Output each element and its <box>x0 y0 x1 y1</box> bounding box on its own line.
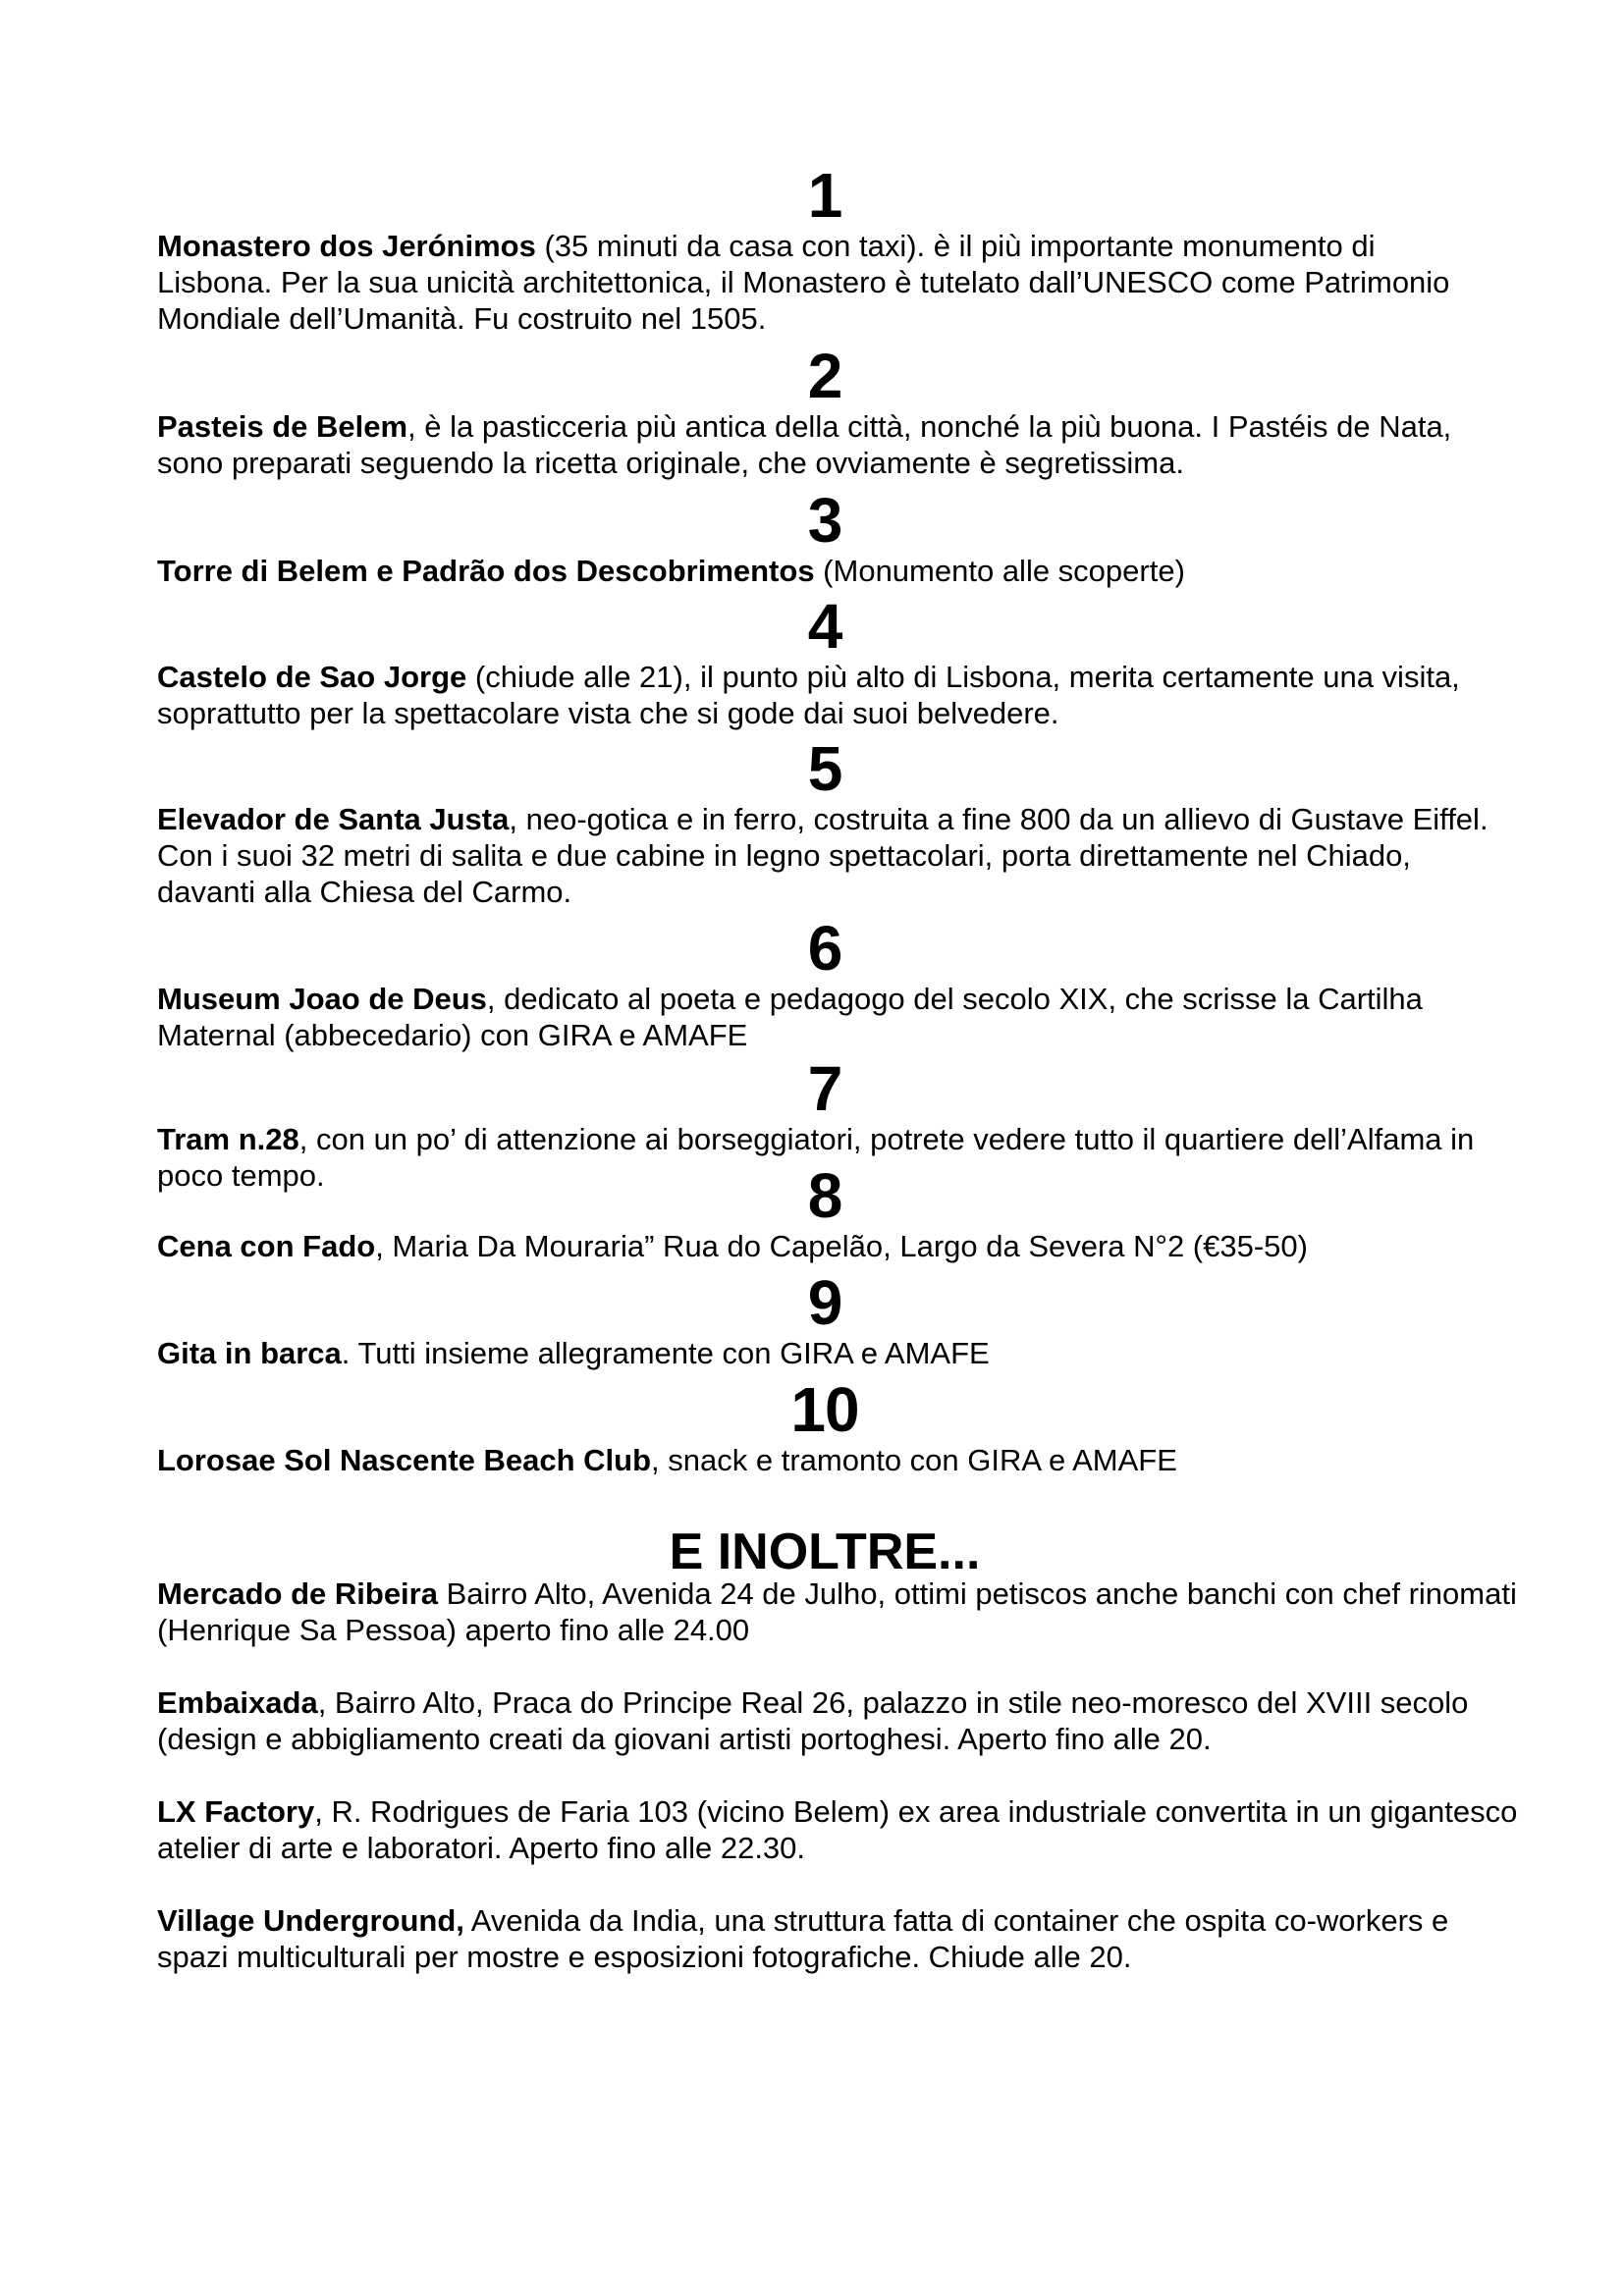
item-text: , è la pasticceria più antica della città, nonché la più buona. I Pastéis de Nata, sono preparati seguendo la ricetta originale, che ovviamente è segretissima. <box>157 409 1452 480</box>
item-description <box>157 659 1492 731</box>
item-description <box>157 553 1492 589</box>
item-description <box>157 981 1492 1053</box>
list-item <box>157 341 1492 481</box>
item-title: Lorosae Sol Nascente Beach Club <box>157 1443 652 1477</box>
item-title: Embaixada <box>157 1685 318 1720</box>
item-text: , neo-gotica e in ferro, costruita a fine 800 da un allievo di Gustave Eiffel. Con i suoi 32 metri di salita e due cabine in legno spettacolari, porta direttamente nel Chiado, davanti alla Chiesa del Carmo. <box>157 802 1489 909</box>
item-title: Village Underground, <box>157 1903 464 1938</box>
list-item <box>157 591 1492 731</box>
item-text: (chiude alle 21), il punto più alto di Lisbona, merita certamente una visita, soprattutto per la spettacolare vista che si gode dai suoi belvedere. <box>157 660 1460 730</box>
list-item <box>157 485 1492 589</box>
list-item <box>157 1902 1522 1975</box>
item-description <box>157 1335 1492 1371</box>
item-description <box>157 228 1492 337</box>
item-description <box>157 1575 1522 1648</box>
item-title: Gita in barca <box>157 1336 342 1370</box>
item-text: (Monumento alle scoperte) <box>814 554 1185 588</box>
item-number: 10 <box>790 1374 859 1445</box>
list-item <box>157 1793 1522 1866</box>
list-item <box>157 1267 1492 1371</box>
item-text: (35 minuti da casa con taxi). è il più importante monumento di Lisbona. Per la sua unicità architettonica, il Monastero è tutelato dall’UNESCO come Patrimonio Mondiale dell’Umanità. Fu costruito nel 1505. <box>157 229 1450 336</box>
list-item <box>157 1374 1492 1478</box>
item-description <box>157 1902 1522 1975</box>
item-text: , R. Rodrigues de Faria 103 (vicino Belem) ex area industriale convertita in un gigantesco atelier di arte e laboratori. Aperto fino alle 22.30. <box>157 1794 1518 1865</box>
section-heading: E INOLTRE... <box>669 1523 981 1580</box>
item-description <box>157 1442 1492 1478</box>
item-title: Mercado de Ribeira <box>157 1576 438 1611</box>
item-title: Torre di Belem e Padrão dos Descobrimentos <box>157 554 815 588</box>
item-text: , snack e tramonto con GIRA e AMAFE <box>651 1443 1177 1477</box>
item-description <box>157 1793 1522 1866</box>
item-title: Elevador de Santa Justa <box>157 802 510 836</box>
item-number: 9 <box>807 1267 842 1338</box>
item-description <box>157 1684 1522 1757</box>
item-title: Castelo de Sao Jorge <box>157 660 467 694</box>
item-text: , Bairro Alto, Praca do Principe Real 26, palazzo in stile neo-moresco del XVIII secolo (design e abbigliamento creati da giovani artisti portoghesi. Aperto fino alle 20. <box>157 1685 1469 1756</box>
item-number: 3 <box>807 485 842 556</box>
item-title: Cena con Fado <box>157 1229 376 1263</box>
item-description <box>157 408 1492 481</box>
list-item <box>157 1575 1522 1648</box>
list-item <box>157 160 1492 337</box>
list-item <box>157 733 1492 910</box>
item-number: 6 <box>807 913 842 984</box>
item-title: Museum Joao de Deus <box>157 982 487 1016</box>
item-number: 7 <box>807 1053 842 1124</box>
item-number: 4 <box>807 591 842 662</box>
item-title: Monastero dos Jerónimos <box>157 229 536 263</box>
item-text: . Tutti insieme allegramente con GIRA e AMAFE <box>341 1336 990 1370</box>
item-text: Avenida da India, una struttura fatta di container che ospita co-workers e spazi multiculturali per mostre e esposizioni fotografiche. Chiude alle 20. <box>157 1903 1449 1974</box>
item-number: 2 <box>807 341 842 411</box>
item-title: Tram n.28 <box>157 1122 299 1156</box>
item-text: , dedicato al poeta e pedagogo del secolo XIX, che scrisse la Cartilha Maternal (abbecedario) con GIRA e AMAFE <box>157 982 1423 1052</box>
item-number: 1 <box>807 160 842 231</box>
list-item <box>157 1160 1492 1264</box>
item-title: LX Factory <box>157 1794 315 1829</box>
item-number: 8 <box>807 1160 842 1231</box>
item-text: Bairro Alto, Avenida 24 de Julho, ottimi petiscos anche banchi con chef rinomati (Henrique Sa Pessoa) aperto fino alle 24.00 <box>157 1576 1517 1647</box>
item-description <box>157 801 1492 910</box>
list-item <box>157 913 1492 1053</box>
item-title: Pasteis de Belem <box>157 409 408 444</box>
item-number: 5 <box>807 733 842 804</box>
list-item <box>157 1684 1522 1757</box>
item-text: , Maria Da Mouraria” Rua do Capelão, Largo da Severa N°2 (€35-50) <box>375 1229 1308 1263</box>
item-text: , con un po’ di attenzione ai borseggiatori, potrete vedere tutto il quartiere dell’Alfama in poco tempo. <box>157 1122 1475 1193</box>
item-description <box>157 1228 1492 1264</box>
